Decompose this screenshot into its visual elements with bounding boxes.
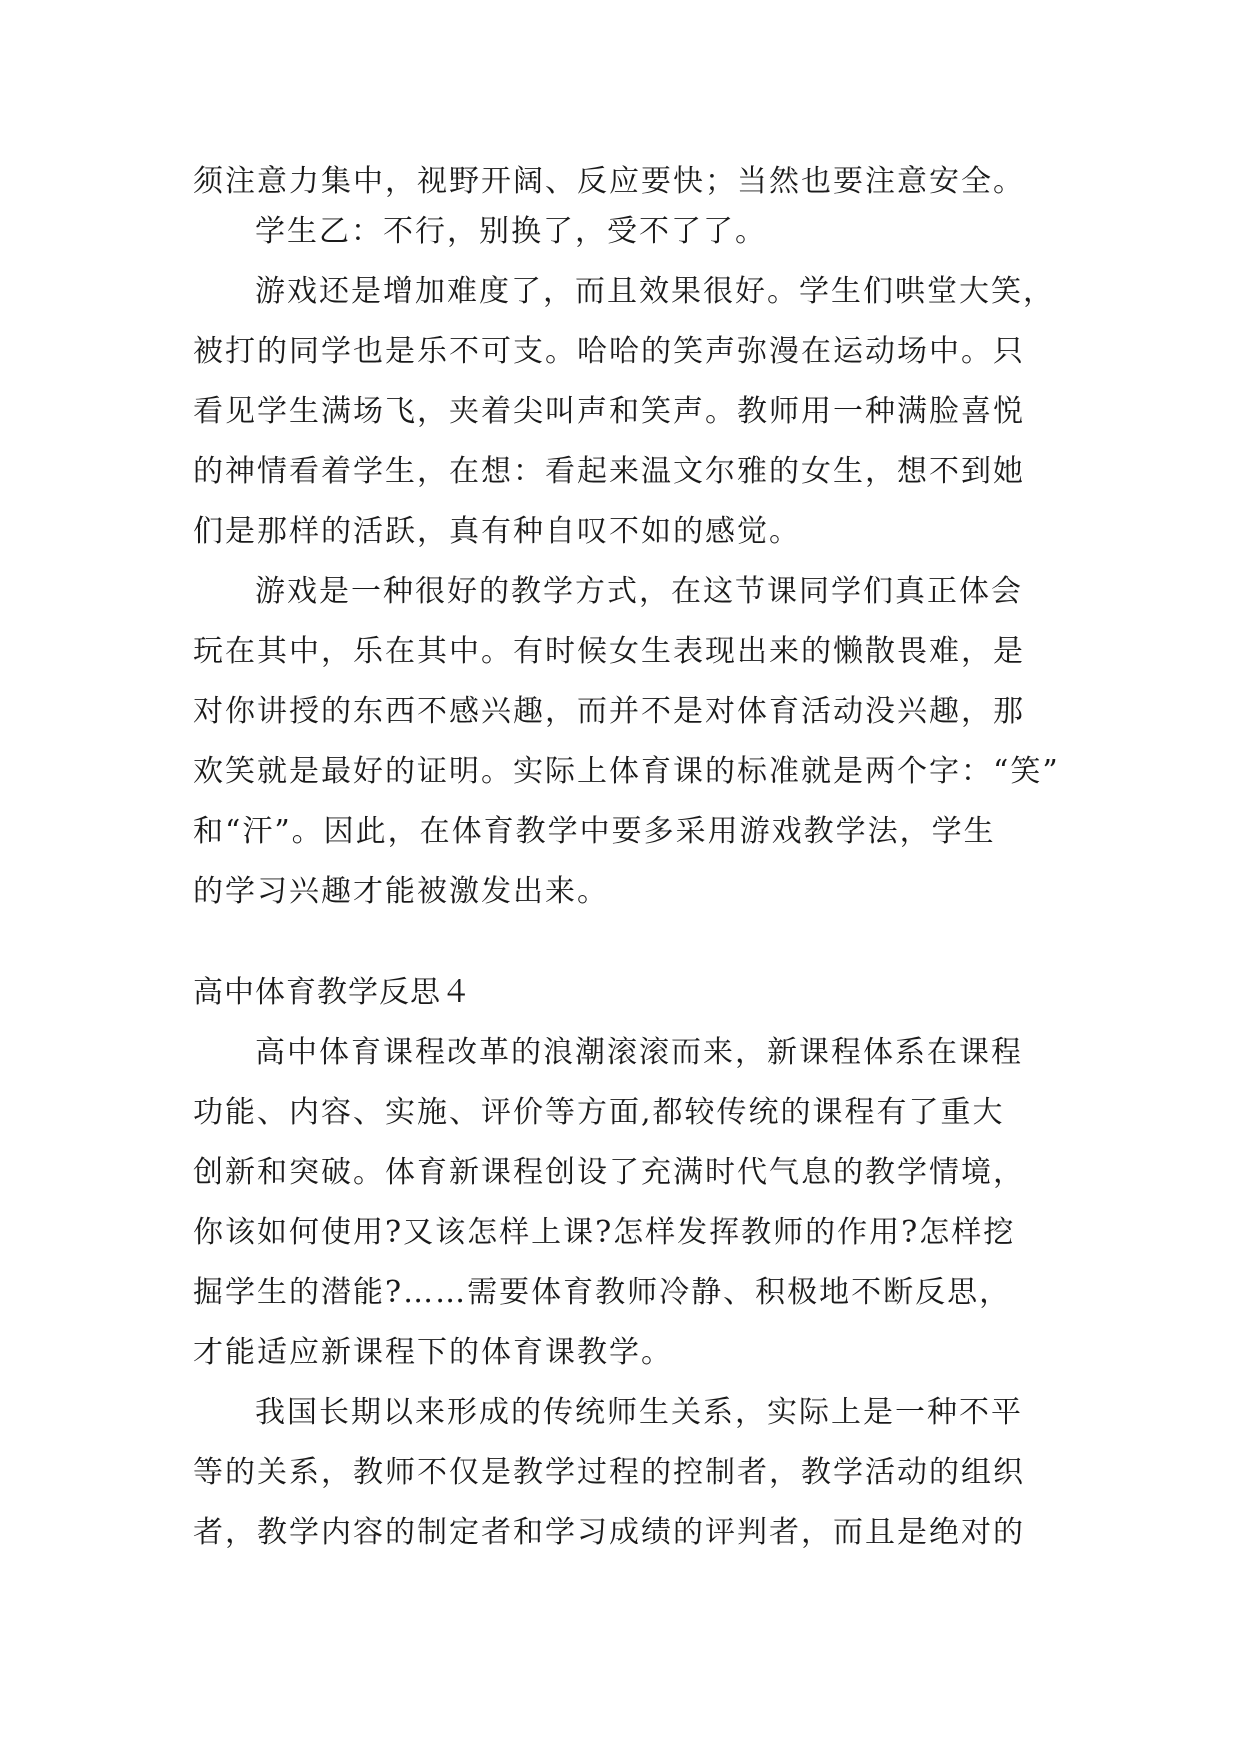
text-line: 欢笑就是最好的证明。实际上体育课的标准就是两个字：“笑” — [193, 754, 1060, 789]
text-line: 的学习兴趣才能被激发出来。 — [193, 874, 609, 909]
text-line: 才能适应新课程下的体育课教学。 — [193, 1335, 673, 1370]
text-line: 我国长期以来形成的传统师生关系，实际上是一种不平 — [255, 1395, 1023, 1430]
text-line: 高中体育课程改革的浪潮滚滚而来，新课程体系在课程 — [255, 1035, 1023, 1070]
text-line: 者，教学内容的制定者和学习成绩的评判者，而且是绝对的 — [193, 1515, 1025, 1550]
text-line: 游戏是一种很好的教学方式，在这节课同学们真正体会 — [255, 574, 1023, 609]
text-line: 学生乙：不行，别换了，受不了了。 — [255, 214, 767, 249]
text-line: 须注意力集中，视野开阔、反应要快；当然也要注意安全。 — [193, 164, 1025, 199]
text-line: 的神情看着学生，在想：看起来温文尔雅的女生，想不到她 — [193, 454, 1025, 489]
text-line: 对你讲授的东西不感兴趣，而并不是对体育活动没兴趣，那 — [193, 694, 1025, 729]
section-heading: 高中体育教学反思４ — [193, 975, 472, 1010]
text-line: 被打的同学也是乐不可支。哈哈的笑声弥漫在运动场中。只 — [193, 334, 1025, 369]
text-line: 和“汗”。因此，在体育教学中要多采用游戏教学法，学生 — [193, 814, 996, 849]
text-line: 掘学生的潜能?……需要体育教师冷静、积极地不断反思， — [193, 1275, 1012, 1310]
text-line: 等的关系，教师不仅是教学过程的控制者，教学活动的组织 — [193, 1455, 1025, 1490]
text-line: 游戏还是增加难度了，而且效果很好。学生们哄堂大笑， — [255, 274, 1055, 309]
text-line: 看见学生满场飞，夹着尖叫声和笑声。教师用一种满脸喜悦 — [193, 394, 1025, 429]
text-line: 你该如何使用?又该怎样上课?怎样发挥教师的作用?怎样挖 — [193, 1215, 1016, 1250]
text-line: 功能、内容、实施、评价等方面,都较传统的课程有了重大 — [193, 1095, 1005, 1130]
text-line: 们是那样的活跃，真有种自叹不如的感觉。 — [193, 514, 801, 549]
text-line: 创新和突破。体育新课程创设了充满时代气息的教学情境， — [193, 1155, 1025, 1190]
text-line: 玩在其中，乐在其中。有时候女生表现出来的懒散畏难，是 — [193, 634, 1025, 669]
